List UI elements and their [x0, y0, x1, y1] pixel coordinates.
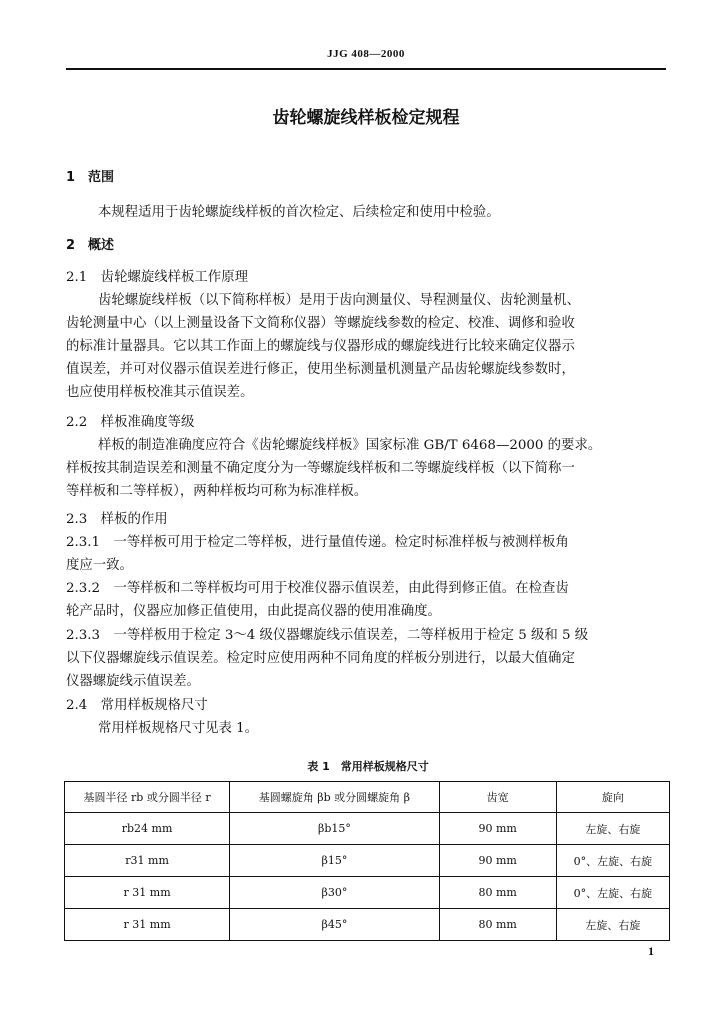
table-cell: 左旋、右旋: [556, 909, 669, 941]
section-heading: 1 范围: [66, 170, 115, 185]
body-paragraph-line: 度应一致。: [66, 558, 133, 573]
body-paragraph-line: 2.3 样板的作用: [66, 512, 168, 527]
table-cell: 0°、左旋、右旋: [556, 845, 669, 877]
body-paragraph-line: 2.3.3 一等样板用于检定 3～4 级仪器螺旋线示值误差，二等样板用于检定 5 级和 5 级: [66, 628, 589, 643]
table-cell: r31 mm: [65, 845, 230, 877]
table-cell: 80 mm: [439, 877, 556, 909]
body-paragraph-line: 值误差，并可对仪器示值误差进行修正，使用坐标测量机测量产品齿轮螺旋线参数时，: [66, 362, 575, 377]
table-header-cell: 基圆螺旋角 βb 或分圆螺旋角 β: [230, 782, 440, 813]
table-cell: β30°: [230, 877, 440, 909]
spec-table: [64, 781, 670, 941]
body-paragraph-line: 样板按其制造误差和测量不确定度分为一等螺旋线样板和二等螺旋线样板（以下简称一: [66, 461, 575, 476]
body-paragraph-line: 轮产品时，仪器应加修正值使用，由此提高仪器的使用准确度。: [66, 604, 441, 619]
table-cell: β15°: [230, 845, 440, 877]
table-header-row: [65, 782, 670, 813]
body-paragraph-line: 2.3.1 一等样板可用于检定二等样板，进行量值传递。检定时标准样板与被测样板角: [66, 535, 569, 550]
table-cell: r 31 mm: [65, 877, 230, 909]
body-paragraph-line: 齿轮测量中心（以上测量设备下文简称仪器）等螺旋线参数的检定、校准、调修和验收: [66, 316, 575, 331]
table-cell: β45°: [230, 909, 440, 941]
table-cell: βb15°: [230, 813, 440, 845]
body-paragraph-line: 2.1 齿轮螺旋线样板工作原理: [66, 270, 248, 285]
header-rule: [66, 68, 666, 70]
body-paragraph-line: 仪器螺旋线示值误差。: [66, 674, 200, 689]
body-paragraph-line: 本规程适用于齿轮螺旋线样板的首次检定、后续检定和使用中检验。: [98, 205, 500, 220]
body-paragraph-line: 以下仪器螺旋线示值误差。检定时应使用两种不同角度的样板分别进行，以最大值确定: [66, 651, 575, 666]
table-row: [65, 909, 670, 941]
table-row: [65, 845, 670, 877]
table-row: [65, 877, 670, 909]
table-header-cell: 基圆半径 rb 或分圆半径 r: [65, 782, 230, 813]
table-cell: r 31 mm: [65, 909, 230, 941]
body-paragraph-line: 2.4 常用样板规格尺寸: [66, 698, 208, 713]
table-cell: 90 mm: [439, 813, 556, 845]
table-cell: 80 mm: [439, 909, 556, 941]
table-caption: 表 1 常用样板规格尺寸: [307, 760, 429, 773]
body-paragraph-line: 2.2 样板准确度等级: [66, 415, 195, 430]
body-paragraph-line: 常用样板规格尺寸见表 1。: [98, 721, 259, 736]
table-cell: rb24 mm: [65, 813, 230, 845]
table-cell: 左旋、右旋: [556, 813, 669, 845]
table-cell: 90 mm: [439, 845, 556, 877]
table-cell: 0°、左旋、右旋: [556, 877, 669, 909]
table-header-cell: 齿宽: [439, 782, 556, 813]
body-paragraph-line: 的标准计量器具。它以其工作面上的螺旋线与仪器形成的螺旋线进行比较来确定仪器示: [66, 339, 575, 354]
table-header-cell: 旋向: [556, 782, 669, 813]
standard-code-header: JJG 408—2000: [327, 48, 405, 60]
body-paragraph-line: 齿轮螺旋线样板（以下简称样板）是用于齿向测量仪、导程测量仪、齿轮测量机、: [98, 293, 581, 308]
body-paragraph-line: 2.3.2 一等样板和二等样板均可用于校准仪器示值误差，由此得到修正值。在检查齿: [66, 581, 569, 596]
page-number: 1: [648, 944, 654, 958]
body-paragraph-line: 样板的制造准确度应符合《齿轮螺旋线样板》国家标准 GB/T 6468—2000 的要求。: [98, 438, 602, 453]
section-heading: 2 概述: [66, 238, 115, 253]
body-paragraph-line: 等样板和二等样板），两种样板均可称为标准样板。: [66, 484, 368, 499]
document-title: 齿轮螺旋线样板检定规程: [272, 108, 460, 128]
table-row: [65, 813, 670, 845]
body-paragraph-line: 也应使用样板校准其示值误差。: [66, 385, 254, 400]
